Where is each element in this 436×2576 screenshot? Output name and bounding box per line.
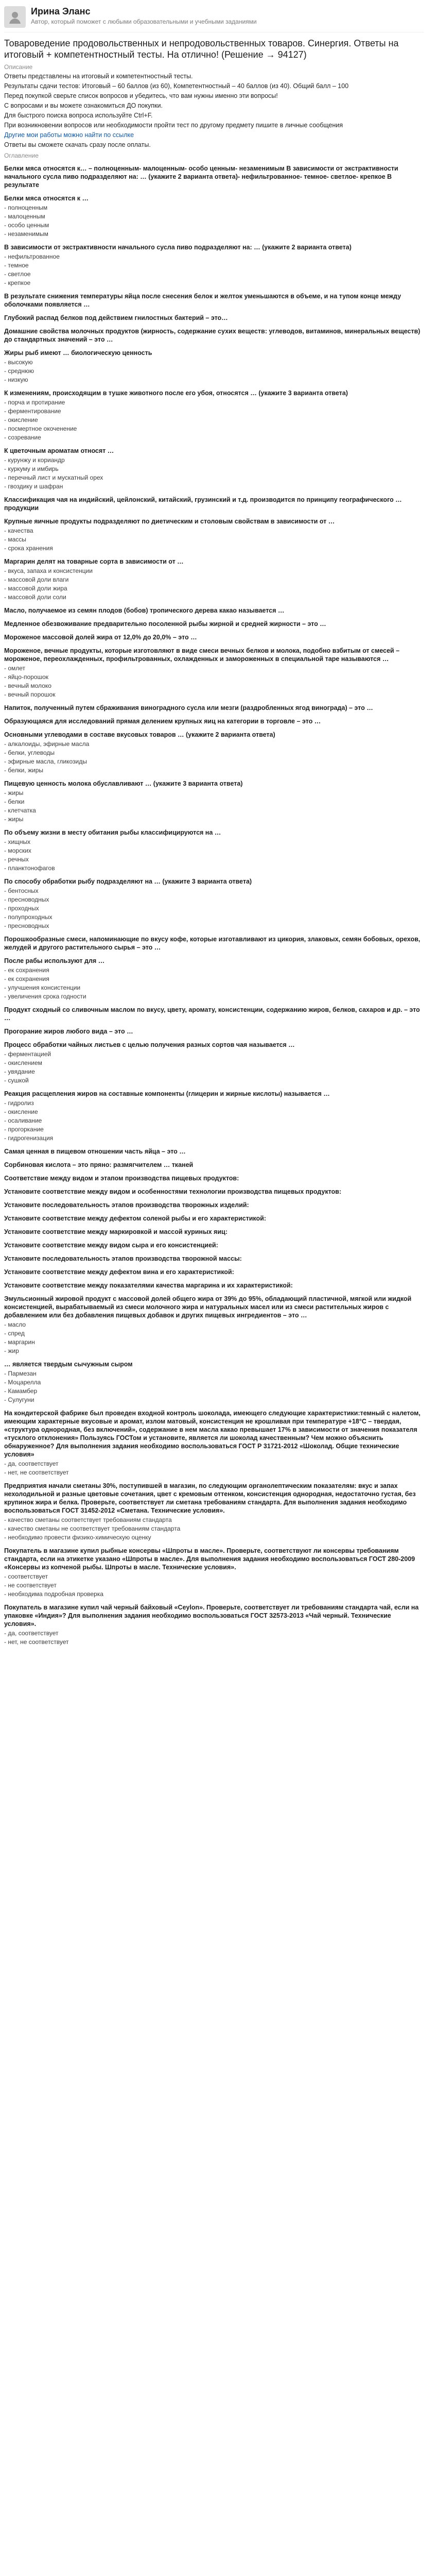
answer-option: - гвоздику и шафран bbox=[4, 483, 424, 490]
author-info bbox=[31, 6, 257, 26]
question-item bbox=[4, 1006, 424, 1022]
answer-options bbox=[4, 1460, 424, 1477]
answer-option: - качество сметаны не соответствует требованиям стандарта bbox=[4, 1525, 424, 1533]
question-item bbox=[4, 1547, 424, 1598]
question-text: На кондитерской фабрике был проведен входной контроль шоколада, имеющего следующие характеристики:темный с налетом, имеющим характерные вкусовые и аромат, излом матовый, консистенция не крошливая при температуре +18°С – твердая, «структура однородная, без включений», содержание в нем масла какао превышает 17% в зависимости от значения показателя «тусклого отклонения» Пользуясь ГОСТом и установите, является ли шоколад качественным? Чем можно объяснить обнаруженное? Для выполнения задания необходимо воспользоваться ГОСТ Р 31721-2012 «Шоколад. Общие технические условия» bbox=[4, 1410, 421, 1458]
question-text: Прогорание жиров любого вида – это … bbox=[4, 1028, 133, 1035]
answer-option: - массовой доли соли bbox=[4, 594, 424, 601]
answer-option: - массовой доли жира bbox=[4, 585, 424, 592]
answer-option: - качества bbox=[4, 527, 424, 535]
other-works-link[interactable]: Другие мои работы можно найти по ссылке bbox=[4, 131, 134, 139]
answer-option: - проходных bbox=[4, 905, 424, 912]
question-item bbox=[4, 731, 424, 774]
intro-block bbox=[4, 72, 424, 149]
answer-option: - масло bbox=[4, 1321, 424, 1329]
answer-option: - эфирные масла, гликозиды bbox=[4, 758, 424, 766]
question-item bbox=[4, 314, 424, 322]
question-text: Предприятия начали сметаны 30%, поступившей в магазин, по следующим органолептическим показателям: вкус и запах нехолодильной и разные цветовые сочетания, цвет с кремовым оттенком, консистенция однородная, недостаточно густая, без крупинок жира и белка. Проверьте, соответствует ли сметана требованиям стандарта. Для выполнения задания необходимо воспользоваться ГОСТ 31452-2012 «Сметана. Технические условия». bbox=[4, 1482, 416, 1514]
answer-options bbox=[4, 567, 424, 601]
question-text: Эмульсионный жировой продукт с массовой долей общего жира от 39% до 95%, обладающий пластичной, мягкой или жидкой консистенцией, вырабатываемый из смеси молочного жира и натуральных масел или из смеси растительных жиров с добавлением или без добавления пищевых добавок и других пищевых ингредиентов – это … bbox=[4, 1295, 412, 1319]
question-item bbox=[4, 389, 424, 442]
answer-option: - яйцо-порошок bbox=[4, 673, 424, 681]
question-item bbox=[4, 557, 424, 601]
answer-options bbox=[4, 1099, 424, 1142]
contents-label: Оглавление bbox=[4, 152, 39, 159]
page-title: Товароведение продовольственных и непродовольственных товаров. Синергия. Ответы на итоговый + компетентностный тесты. На отлично! (Решение → 94127) bbox=[4, 38, 399, 60]
author-header bbox=[4, 3, 424, 32]
question-text: По способу обработки рыбу подразделяют на … (укажите 3 варианта ответа) bbox=[4, 878, 252, 885]
answer-option: - темное bbox=[4, 262, 424, 269]
answer-options bbox=[4, 527, 424, 552]
question-text: Образующаяся для исследований прямая делением крупных яиц на категории в торговле – это … bbox=[4, 718, 321, 725]
answer-options bbox=[4, 204, 424, 238]
answer-options bbox=[4, 399, 424, 442]
question-item bbox=[4, 620, 424, 628]
answer-option: - окисление bbox=[4, 1108, 424, 1116]
question-item bbox=[4, 327, 424, 344]
intro-line: Для быстрого поиска вопроса используйте Ctrl+F. bbox=[4, 112, 153, 119]
answer-option: - хищных bbox=[4, 838, 424, 846]
answer-option: - пресноводных bbox=[4, 896, 424, 904]
question-text: В зависимости от экстрактивности начального сусла пиво подразделяют на: … (укажите 2 варианта ответа) bbox=[4, 244, 352, 251]
question-item bbox=[4, 1255, 424, 1263]
question-text: Покупатель в магазине купил чай черный байховый «Ceylon». Проверьте, соответствует ли требованиям стандарта чай, если на упаковке «Индия»? Для выполнения задания необходимо воспользоваться ГОСТ 32573-2013 «Чай черный. Технические условия». bbox=[4, 1604, 419, 1628]
answer-options bbox=[4, 887, 424, 930]
question-item bbox=[4, 935, 424, 952]
answer-option: - увядание bbox=[4, 1068, 424, 1076]
question-text: Покупатель в магазине купил рыбные консервы «Шпроты в масле». Проверьте, соответствуют ли консервы требованиям стандарта, если на этикетке указано «Шпроты в масле». Для выполнения задания необходимо воспользоваться ГОСТ 280-2009 «Консервы из копченой рыбы. Шпроты в масле. Технические условия». bbox=[4, 1547, 415, 1571]
question-text: Установите соответствие между показателями качества маргарина и их характеристикой: bbox=[4, 1282, 293, 1289]
answer-option: - светлое bbox=[4, 270, 424, 278]
answer-option: - созревание bbox=[4, 434, 424, 442]
question-text: В результате снижения температуры яйца после снесения белок и желток уменьшаются в объеме, и на тупом конце между оболочками появляется … bbox=[4, 293, 402, 308]
question-item bbox=[4, 447, 424, 490]
answer-option: - необходимо провести физико-химическую оценку bbox=[4, 1534, 424, 1541]
question-item bbox=[4, 877, 424, 930]
answer-option: - курунжу и кориандр bbox=[4, 456, 424, 464]
answer-option: - осаливание bbox=[4, 1117, 424, 1125]
question-item bbox=[4, 1268, 424, 1276]
answer-option: - да, соответствует bbox=[4, 1630, 424, 1637]
answer-option: - порча и протирание bbox=[4, 399, 424, 406]
answer-option: - Сулугуни bbox=[4, 1396, 424, 1404]
answer-option: - жиры bbox=[4, 816, 424, 823]
question-text: Установите соответствие между дефектом соленой рыбы и его характеристикой: bbox=[4, 1215, 266, 1222]
answer-option: - необходима подробная проверка bbox=[4, 1590, 424, 1598]
answer-option: - ек сохранения bbox=[4, 967, 424, 974]
question-item bbox=[4, 517, 424, 552]
answer-options bbox=[4, 456, 424, 490]
answer-option: - перечный лист и мускатный орех bbox=[4, 474, 424, 482]
question-item bbox=[4, 1241, 424, 1249]
answer-options bbox=[4, 1321, 424, 1355]
answer-option: - нефильтрованное bbox=[4, 253, 424, 261]
question-text: Белки мяса относятся к … bbox=[4, 195, 89, 202]
answer-option: - куркуму и имбирь bbox=[4, 465, 424, 473]
question-text: Установите соответствие между видом сыра и его консистенцией: bbox=[4, 1242, 218, 1249]
answer-option: - Камамбер bbox=[4, 1387, 424, 1395]
question-text: К цветочным ароматам относят … bbox=[4, 447, 114, 454]
question-text: Порошкообразные смеси, напоминающие по вкусу кофе, которые изготавливают из цикория, злаковых, семян бобовых, орехов, желудей и другого растительного сырья – это … bbox=[4, 936, 421, 951]
question-text: Жиры рыб имеют … биологическую ценность bbox=[4, 349, 152, 357]
question-item bbox=[4, 292, 424, 309]
answer-option: - планктонофагов bbox=[4, 865, 424, 872]
answer-option: - не соответствует bbox=[4, 1582, 424, 1589]
answer-option: - посмертное окоченение bbox=[4, 425, 424, 433]
answer-option: - полупроходных bbox=[4, 913, 424, 921]
user-icon bbox=[7, 9, 23, 25]
question-text: Установите последовательность этапов производства творожной массы: bbox=[4, 1255, 242, 1262]
answer-options bbox=[4, 1050, 424, 1084]
answer-option: - незаменимым bbox=[4, 230, 424, 238]
answer-option: - белки bbox=[4, 798, 424, 806]
author-name[interactable]: Ирина Эланс bbox=[31, 6, 91, 16]
answer-options bbox=[4, 1516, 424, 1541]
question-item bbox=[4, 1201, 424, 1209]
answer-option: - среднюю bbox=[4, 367, 424, 375]
question-item bbox=[4, 717, 424, 725]
answer-option: - соответствует bbox=[4, 1573, 424, 1581]
question-item bbox=[4, 1188, 424, 1196]
question-item bbox=[4, 496, 424, 512]
question-item bbox=[4, 957, 424, 1001]
question-text: Самая ценная в пищевом отношении часть яйца – это … bbox=[4, 1148, 186, 1155]
answer-option: - малоценным bbox=[4, 213, 424, 221]
question-item bbox=[4, 1228, 424, 1236]
intro-line: Ответы представлены на итоговый и компетентностный тесты. bbox=[4, 73, 193, 80]
answer-option: - гидролиз bbox=[4, 1099, 424, 1107]
answer-option: - нет, не соответствует bbox=[4, 1469, 424, 1477]
question-text: Основными углеводами в составе вкусовых товаров … (укажите 2 варианта ответа) bbox=[4, 731, 275, 738]
answer-options bbox=[4, 665, 424, 699]
answer-option: - высокую bbox=[4, 359, 424, 366]
description-label: Описание bbox=[4, 63, 33, 71]
question-item bbox=[4, 1281, 424, 1290]
question-list bbox=[4, 164, 424, 1646]
answer-option: - жиры bbox=[4, 789, 424, 797]
question-item bbox=[4, 606, 424, 615]
question-text: Установите соответствие между дефектом вина и его характеристикой: bbox=[4, 1268, 234, 1276]
answer-options bbox=[4, 838, 424, 872]
answer-options bbox=[4, 1370, 424, 1404]
answer-option: - вечный порошок bbox=[4, 691, 424, 699]
answer-option: - речных bbox=[4, 856, 424, 863]
intro-line: Ответы вы сможете скачать сразу после оплаты. bbox=[4, 141, 151, 148]
question-text: Сорбиновая кислота – это пряно: размягчителем … тканей bbox=[4, 1161, 194, 1168]
question-text: … является твердым сычужным сыром bbox=[4, 1361, 133, 1368]
question-item bbox=[4, 1360, 424, 1404]
question-text: Домашние свойства молочных продуктов (жирность, содержание сухих веществ: углеводов, витаминов, минеральных веществ) до стандартных значений – это … bbox=[4, 328, 421, 343]
answer-option: - пресноводных bbox=[4, 922, 424, 930]
author-subtitle: Автор, который поможет с любыми образовательными и учебными заданиями bbox=[31, 18, 257, 25]
answer-options bbox=[4, 967, 424, 1001]
intro-line: Результаты сдачи тестов: Итоговый – 60 баллов (из 60), Компетентностный – 40 баллов (из 40). Общий балл – 100 bbox=[4, 82, 349, 90]
question-item bbox=[4, 1482, 424, 1541]
question-item bbox=[4, 1214, 424, 1223]
question-text: Медленное обезвоживание предварительно посоленной рыбы жирной и средней жирности – это … bbox=[4, 620, 326, 628]
answer-option: - ек сохранения bbox=[4, 975, 424, 983]
question-text: Мороженое массовой долей жира от 12,0% до 20,0% – это … bbox=[4, 634, 197, 641]
answer-option: - гидрогенизация bbox=[4, 1134, 424, 1142]
question-item bbox=[4, 349, 424, 384]
question-item bbox=[4, 1161, 424, 1169]
question-item bbox=[4, 1027, 424, 1036]
answer-option: - ферментирование bbox=[4, 408, 424, 415]
answer-option: - морских bbox=[4, 847, 424, 855]
question-text: Глубокий распад белков под действием гнилостных бактерий – это… bbox=[4, 314, 228, 321]
question-item bbox=[4, 1041, 424, 1084]
question-text: Соответствие между видом и этапом производства пищевых продуктов: bbox=[4, 1175, 239, 1182]
answer-option: - да, соответствует bbox=[4, 1460, 424, 1468]
question-item bbox=[4, 1295, 424, 1355]
question-text: По объему жизни в месту обитания рыбы классифицируются на … bbox=[4, 829, 221, 836]
question-item bbox=[4, 828, 424, 872]
question-text: Процесс обработки чайных листьев с целью получения разных сортов чая называется … bbox=[4, 1041, 295, 1048]
question-item bbox=[4, 194, 424, 238]
answer-option: - особо ценным bbox=[4, 222, 424, 229]
question-text: Установите последовательность этапов производства творожных изделий: bbox=[4, 1201, 249, 1209]
question-item bbox=[4, 633, 424, 641]
answer-option: - ферментацией bbox=[4, 1050, 424, 1058]
question-item bbox=[4, 1174, 424, 1182]
answer-option: - спред bbox=[4, 1330, 424, 1337]
answer-option: - белки, жиры bbox=[4, 767, 424, 774]
answer-option: - маргарин bbox=[4, 1338, 424, 1346]
intro-line: Перед покупкой сверьте список вопросов и убедитесь, что вам нужны именно эти вопросы! bbox=[4, 92, 278, 99]
answer-option: - белки, углеводы bbox=[4, 749, 424, 757]
answer-option: - сушкой bbox=[4, 1077, 424, 1084]
question-item bbox=[4, 1090, 424, 1142]
answer-option: - полноценным bbox=[4, 204, 424, 212]
answer-option: - Моцарелла bbox=[4, 1379, 424, 1386]
question-text: Масло, получаемое из семян плодов (бобов) тропического дерева какао называется … bbox=[4, 607, 285, 614]
question-text: Белки мяса относятся к… – полноценным- малоценным- особо ценным- незаменимым В зависимости от экстрактивности начального сусла пиво подразделяют на: … (укажите 2 варианта ответа)- нефильтрованное- темное- светлое- крепкое В результате bbox=[4, 165, 398, 189]
answer-option: - бентосных bbox=[4, 887, 424, 895]
answer-options bbox=[4, 253, 424, 287]
answer-option: - окислением bbox=[4, 1059, 424, 1067]
answer-options bbox=[4, 1573, 424, 1598]
question-text: Маргарин делят на товарные сорта в зависимости от … bbox=[4, 558, 184, 565]
question-item bbox=[4, 164, 424, 189]
question-text: Реакция расщепления жиров на составные компоненты (глицерин и жирные кислоты) называется … bbox=[4, 1090, 330, 1097]
intro-line: При возникновении вопросов или необходимости пройти тест по другому предмету пишите в личные сообщения bbox=[4, 122, 343, 129]
answer-option: - вечный молоко bbox=[4, 682, 424, 690]
question-item bbox=[4, 647, 424, 699]
question-text: После рабы используют для … bbox=[4, 957, 105, 964]
answer-options bbox=[4, 359, 424, 384]
answer-option: - вкуса, запаха и консистенции bbox=[4, 567, 424, 575]
question-item bbox=[4, 704, 424, 712]
question-item bbox=[4, 243, 424, 287]
answer-option: - массы bbox=[4, 536, 424, 544]
answer-option: - увеличения срока годности bbox=[4, 993, 424, 1001]
answer-option: - крепкое bbox=[4, 279, 424, 287]
answer-option: - Пармезан bbox=[4, 1370, 424, 1378]
answer-option: - улучшения консистенции bbox=[4, 984, 424, 992]
question-item bbox=[4, 1409, 424, 1477]
question-text: К изменениям, происходящим в тушке животного после его убоя, относятся … (укажите 3 варианта ответа) bbox=[4, 389, 348, 397]
answer-option: - окисление bbox=[4, 416, 424, 424]
question-text: Установите соответствие между маркировкой и массой куриных яиц: bbox=[4, 1228, 228, 1235]
answer-option: - срока хранения bbox=[4, 545, 424, 552]
question-item bbox=[4, 1147, 424, 1156]
question-text: Крупные яичные продукты подразделяют по диетическим и столовым свойствам в зависимости от … bbox=[4, 518, 335, 525]
answer-options bbox=[4, 1630, 424, 1646]
question-item bbox=[4, 1603, 424, 1646]
question-text: Установите соответствие между видом и особенностями технологии производства пищевых продуктов: bbox=[4, 1188, 342, 1195]
question-item bbox=[4, 779, 424, 823]
answer-option: - алкалоиды, эфирные масла bbox=[4, 740, 424, 748]
answer-option: - клетчатка bbox=[4, 807, 424, 815]
answer-option: - качество сметаны соответствует требованиям стандарта bbox=[4, 1516, 424, 1524]
answer-option: - жир bbox=[4, 1347, 424, 1355]
intro-line: С вопросами и вы можете ознакомиться ДО покупки. bbox=[4, 102, 163, 109]
answer-option: - массовой доли влаги bbox=[4, 576, 424, 584]
question-text: Мороженое, вечные продукты, которые изготовляют в виде смеси вечных белков и молока, подобно взбитым от смесей – мороженое, переохлажденных, профильтрованных, охлажденных и замороженных в специальной таре называются … bbox=[4, 647, 400, 663]
answer-options bbox=[4, 789, 424, 823]
question-text: Пищевую ценность молока обуславливают … (укажите 3 варианта ответа) bbox=[4, 780, 243, 787]
answer-option: - нет, не соответствует bbox=[4, 1638, 424, 1646]
answer-option: - низкую bbox=[4, 376, 424, 384]
avatar[interactable] bbox=[4, 6, 26, 28]
question-text: Напиток, полученный путем сбраживания виноградного сусла или мезги (раздробленных ягод винограда) – это … bbox=[4, 704, 373, 711]
question-text: Продукт сходный со сливочным маслом по вкусу, цвету, аромату, консистенции, содержанию жиров, белков, сахаров и др. – это … bbox=[4, 1006, 420, 1022]
answer-options bbox=[4, 740, 424, 774]
answer-option: - прогоркание bbox=[4, 1126, 424, 1133]
question-text: Классификация чая на индийский, цейлонский, китайский, грузинский и т.д. производится по принципу географического … продукции bbox=[4, 496, 402, 512]
answer-option: - омлет bbox=[4, 665, 424, 672]
